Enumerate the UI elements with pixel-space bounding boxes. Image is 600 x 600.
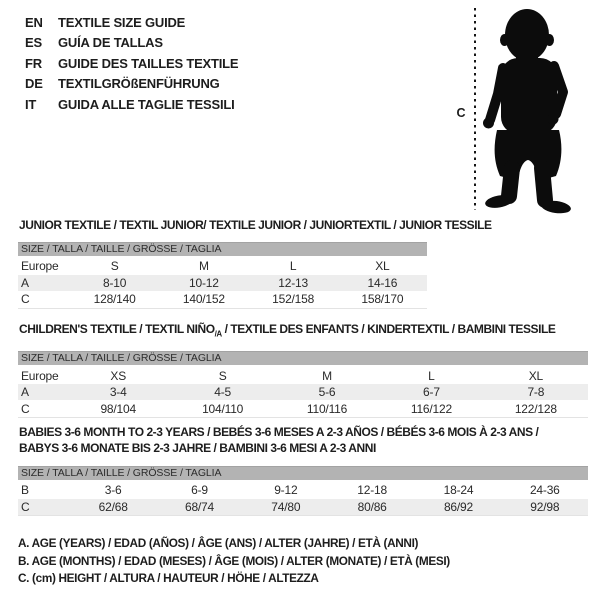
size-cell: 80/86 [357,499,387,514]
size-cell: 14-16 [367,275,398,290]
row-label: C [21,292,30,307]
size-cell: 62/68 [98,499,128,514]
footnote-line: C. (cm) HEIGHT / ALTURA / HAUTEUR / HÖHE / ALTEZZA [18,571,319,585]
language-row [25,54,238,74]
size-cell: 68/74 [184,499,214,514]
title-text: CHILDREN'S TEXTILE / TEXTIL NIÑO [19,322,215,336]
size-cell: 12-18 [357,483,387,498]
size-cell: 24-36 [529,483,560,498]
table-row [18,291,427,308]
language-code: EN [25,15,43,30]
table-row [18,384,588,401]
row-label: C [21,401,30,416]
language-list [25,13,238,115]
language-code: ES [25,35,42,51]
table-title-line [19,321,588,342]
row-label: Europe [21,368,59,383]
table-row [18,482,588,499]
language-code: IT [25,96,37,112]
language-title: GUÍA DE TALLAS [58,35,163,51]
language-code: DE [25,76,43,92]
size-cell: 5-6 [318,385,336,400]
size-cell: 10-12 [189,275,219,290]
size-cell: 104/110 [202,401,244,416]
table-title [19,217,492,233]
language-title: TEXTILGRÖßENFÜHRUNG [58,76,220,92]
size-cell: L [428,368,435,383]
row-label: B [21,483,29,498]
size-header-bar: SIZE / TALLA / TAILLE / GRÖSSE / TAGLIA [18,351,588,365]
size-cell: XS [110,368,126,383]
size-table-babies [18,424,588,516]
table-title-line [19,424,588,440]
size-cell: S [218,368,227,383]
size-cell: 140/152 [182,292,225,307]
size-table-children [18,321,588,418]
size-cell: 152/158 [272,292,315,307]
language-title: GUIDE DES TAILLES TEXTILE [58,55,239,71]
title-text: / TEXTILE DES ENFANTS / KINDERTEXTIL / BAMBINI TESSILE [221,322,556,336]
language-row [25,74,238,94]
size-cell: 6-9 [191,483,208,498]
row-label: C [21,499,30,514]
size-cell: 122/128 [514,401,557,416]
language-row [25,95,238,115]
size-cell: 98/104 [100,401,136,416]
language-title: TEXTILE SIZE GUIDE [58,15,186,30]
title-text: BABYS 3-6 MONATE BIS 2-3 JAHRE / BAMBINI 3-6 MESI A 2-3 ANNI [19,441,376,455]
size-cell: 12-13 [278,275,308,290]
size-cell: 110/116 [306,401,348,416]
language-title: GUIDA ALLE TAGLIE TESSILI [58,96,235,112]
size-cell: 74/80 [271,499,301,514]
size-cell: L [289,259,297,274]
footnote-line: B. AGE (MONTHS) / EDAD (MESES) / ÂGE (MOIS) / ALTER (MONATE) / ETÀ (MESI) [18,553,450,568]
language-row [25,33,238,53]
size-cell: 86/92 [443,499,473,514]
title-text: JUNIOR TEXTILE / TEXTIL JUNIOR/ TEXTILE JUNIOR / JUNIORTEXTIL / JUNIOR TESSILE [19,218,492,232]
size-rows [18,482,588,516]
language-code: FR [25,55,42,71]
size-cell: 7-8 [527,385,545,400]
table-row [18,258,427,275]
table-title-line [19,217,492,233]
table-row [18,499,588,516]
size-cell: 9-12 [274,483,298,498]
size-cell: M [198,259,209,274]
height-measure-label: C [456,106,466,120]
table-row [18,367,588,384]
size-rows [18,367,588,418]
size-cell: 3-6 [104,483,122,498]
title-subscript: /A [214,329,222,339]
size-cell: 92/98 [530,499,560,514]
size-cell: XL [375,259,390,274]
table-title [19,424,588,456]
row-label: Europe [21,259,59,274]
height-measure-line [474,8,476,210]
size-cell: 18-24 [443,483,474,498]
size-cell: 3-4 [109,385,127,400]
row-label: A [21,275,29,290]
size-header-bar: SIZE / TALLA / TAILLE / GRÖSSE / TAGLIA [18,466,588,480]
row-label: A [21,385,29,400]
size-cell: 128/140 [93,292,136,307]
title-text: BABIES 3-6 MONTH TO 2-3 YEARS / BEBÉS 3-6 MESES A 2-3 AÑOS / BÉBÉS 3-6 MOIS À 2-3 ANS / [19,425,539,439]
size-cell: 158/170 [361,292,404,307]
size-cell: M [322,368,332,383]
size-cell: 8-10 [103,275,127,290]
footnote-line: A. AGE (YEARS) / EDAD (AÑOS) / ÂGE (ANS) / ALTER (JAHRE) / ETÀ (ANNI) [18,536,419,550]
table-title [19,321,588,342]
size-header-bar: SIZE / TALLA / TAILLE / GRÖSSE / TAGLIA [18,242,427,256]
size-rows [18,258,427,309]
table-row [18,275,427,292]
size-cell: 6-7 [423,385,440,400]
language-row [25,13,238,33]
size-cell: 116/122 [410,401,452,416]
footnotes [18,535,450,588]
size-table-junior [18,217,492,309]
table-row [18,400,588,417]
table-title-line [19,440,588,456]
baby-silhouette-icon [478,4,598,216]
size-cell: S [110,259,119,274]
size-cell: 4-5 [214,385,231,400]
size-cell: XL [528,368,543,383]
